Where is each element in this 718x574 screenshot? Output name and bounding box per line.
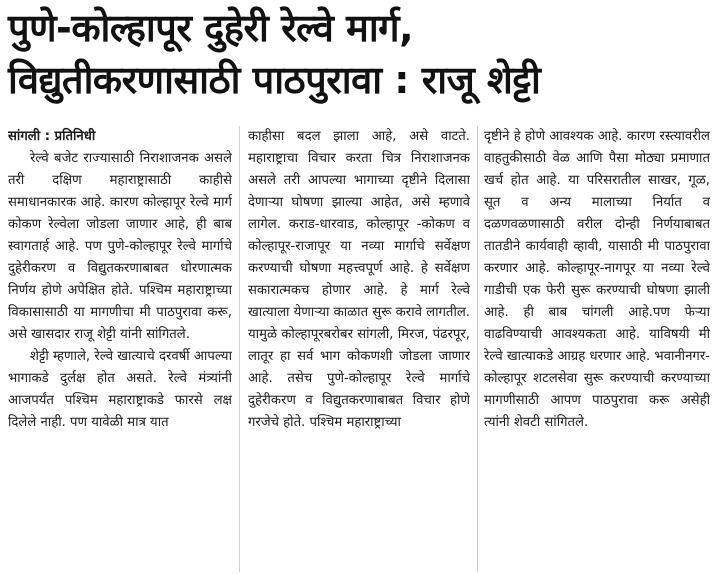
- column1-paragraph-1: रेल्वे बजेट राज्यासाठी निराशाजनक असले तरी दक्षिण महाराष्ट्रासाठी काहीसे समाधानकारक आहे. कारण कोल्हापूर रेल्वे मार्ग कोकण रेल्वेला जोडला जाणार आहे, ही बाब स्वागतार्ह आहे. पण पुणे-कोल्हापूर रेल्वे मार्गाचे दुहेरीकरण व विद्युतकरणाबाबत धोरणात्मक निर्णय होणे अपेक्षित होते. पश्चिम महाराष्ट्राच्या विकासासाठी या मागणीचा मी पाठपुरावा करू, असे खासदार राजू शेट्टी यांनी सांगितले.: [8, 151, 232, 342]
- article-column-3: [484, 126, 710, 572]
- article-column-2: [248, 126, 470, 572]
- headline-line-1: पुणे-कोल्हापूर दुहेरी रेल्वे मार्ग,: [8, 6, 414, 50]
- headline: [8, 2, 712, 106]
- column2-paragraph-1: काहीसा बदल झाला आहे, असे वाटते. महाराष्ट्राचा विचार करता चित्र निराशाजनक असले तरी आपल्या भागाच्या दृष्टीने दिलासा देणाऱ्या घोषणा झाल्या आहेत, असे म्हणावे लागेल. कराड-धारवाड, कोल्हापूर -कोकण व कोल्हापूर-राजापूर या नव्या मार्गाचे सर्वेक्षण करण्याची घोषणा महत्त्वपूर्ण आहे. हे सर्वेक्षण सकारात्मकच होणार आहे. हे मार्ग रेल्वे खात्याला येणाऱ्या काळात सुरू करावे लागतील. यामुळे कोल्हापूरबरोबर सांगली, मिरज, पंढरपूर, लातूर हा सर्व भाग कोकणशी जोडला जाणार आहे. तसेच पुणे-कोल्हापूर रेल्वे मार्गाचे दुहेरीकरण व विद्युतकरणाबाबत विचार होणे गरजेचे होते. पश्चिम महाराष्ट्राच्या: [248, 129, 470, 430]
- column3-paragraph-1: दृष्टीने हे होणे आवश्यक आहे. कारण रस्त्यावरील वाहतुकीसाठी वेळ आणि पैसा मोठ्या प्रमाणात खर्च होत आहे. या परिसरातील साखर, गूळ, सूत व अन्य मालाच्या निर्यात व दळणवळणासाठी वरील दोन्ही निर्णयाबाबत तातडीने कार्यवाही व्हावी, यासाठी मी पाठपुरावा करणार आहे. कोल्हापूर-नागपूर या नव्या रेल्वे गाडीची एक फेरी सुरू करण्याची घोषणा झाली आहे. ही बाब चांगली आहे.पण फेऱ्या वाढविण्याची आवश्यकता आहे. याविषयी मी रेल्वे खात्याकडे आग्रह धरणार आहे. भवानीनगर- कोल्हापूर शटलसेवा सुरू करण्याची करण्याच्या मागणीसाठी आपण पाठपुरावा करू असेही त्यांनी शेवटी सांगितले.: [484, 129, 710, 430]
- column-divider: [239, 126, 240, 572]
- headline-line-2: विद्युतीकरणासाठी पाठपुरावा : राजू शेट्टी: [8, 58, 541, 102]
- column-divider: [477, 126, 478, 572]
- byline: सांगली : प्रतिनिधी: [8, 129, 96, 144]
- column1-paragraph-2: शेट्टी म्हणाले, रेल्वे खात्याचे दरवर्षी आपल्या भागाकडे दुर्लक्ष होत असते. रेल्वे मंत्र्यांनी आजपर्यंत पश्चिम महाराष्ट्राकडे फारसे लक्ष दिलेले नाही. पण यावेळी मात्र यात: [8, 349, 232, 430]
- article-column-1: [8, 126, 232, 572]
